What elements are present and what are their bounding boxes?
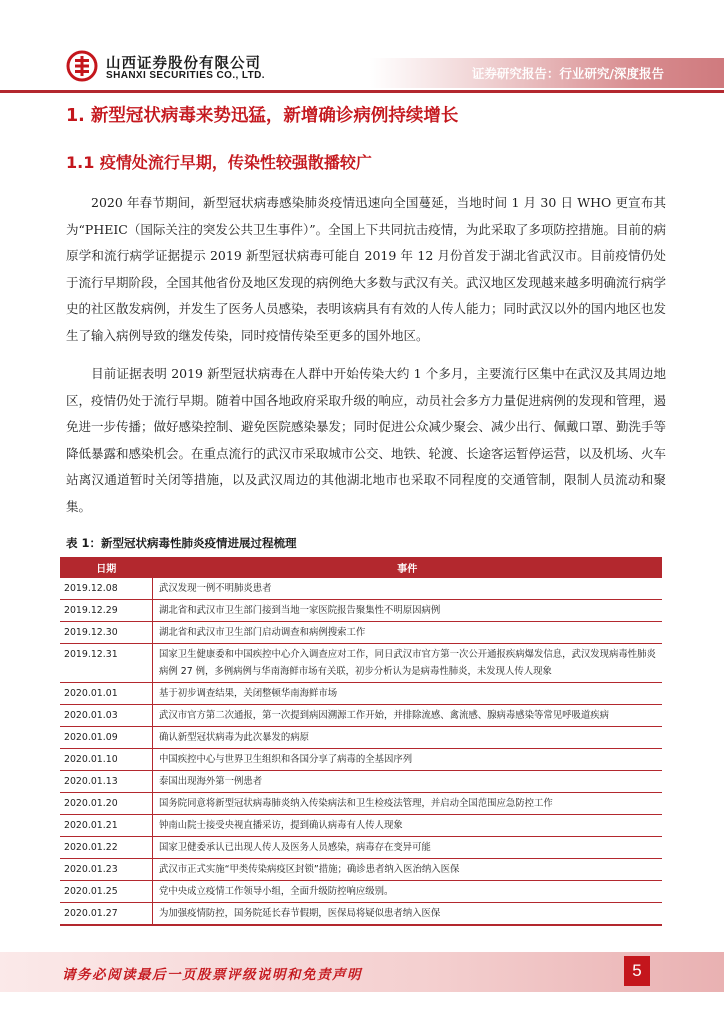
page-number: 5 [624,956,650,986]
row-event: 为加强疫情防控，国务院延长春节假期，医保局将疑似患者纳入医保 [153,903,663,926]
page-header [0,0,724,95]
table-row [60,793,662,815]
row-date: 2020.01.27 [60,903,153,926]
row-event: 泰国出现海外第一例患者 [153,771,663,793]
body-paragraph-2: 目前证据表明 2019 新型冠状病毒在人群中开始传染大约 1 个多月，主要流行区集中在武汉及其周边地区，疫情仍处于流行早期。随着中国各地政府采取升级的响应，动员社会多方力量促进病例的发现和管理，遏免进一步传播；做好感染控制、避免医院感染暴发；同时促进公众减少聚会、减少出行、佩戴口罩、勤洗手等降低暴露和感染机会。在重点流行的武汉市采取城市公交、地铁、轮渡、长途客运暂停运营，以及机场、火车站离汉通道暂时关闭等措施，以及武汉周边的其他湖北地市也采取不同程度的交通管制，限制人员流动和聚集。 [66,366,667,514]
row-event: 国家卫生健康委和中国疾控中心介入调查应对工作，同日武汉市官方第一次公开通报疾病爆发信息，武汉发现病毒性肺炎病例 27 例，多例病例与华南海鲜市场有关联，初步分析认为是病毒性肺炎，未发现人传人现象 [153,644,663,683]
section-heading: 1. 新型冠状病毒来势迅猛，新增确诊病例持续增长 [66,106,459,126]
row-date: 2019.12.29 [60,600,153,622]
row-date: 2020.01.20 [60,793,153,815]
row-event: 武汉市官方第二次通报，第一次提到病因溯源工作开始，并排除流感、禽流感、腺病毒感染等常见呼吸道疾病 [153,705,663,727]
date-column-header: 日期 [60,557,153,578]
row-date: 2020.01.03 [60,705,153,727]
row-date: 2020.01.13 [60,771,153,793]
row-date: 2019.12.08 [60,578,153,600]
table-row [60,903,662,926]
row-date: 2019.12.30 [60,622,153,644]
table-row [60,881,662,903]
table-row [60,622,662,644]
footer-disclaimer: 请务必阅读最后一页股票评级说明和免责声明 [62,967,362,983]
row-event: 国务院同意将新型冠状病毒肺炎纳入传染病法和卫生检疫法管理，并启动全国范围应急防控工作 [153,793,663,815]
table-title: 表 1：新型冠状病毒性肺炎疫情进展过程梳理 [66,536,297,550]
body-paragraph-1: 2020 年春节期间，新型冠状病毒感染肺炎疫情迅速向全国蔓延，当地时间 1 月 30 日 WHO 更宣布其为“PHEIC（国际关注的突发公共卫生事件）”。全国上下共同抗击疫情，为此采取了多项防控措施。目前的病原学和流行病学证据提示 2019 新型冠状病毒可能自 2019 年 12 月份首发于湖北省武汉市。目前疫情仍处于流行早期阶段，全国其他省份及地区发现的病例绝大多数与武汉有关。武汉地区发现越来越多明确流行病学史的社区散发病例，并发生了医务人员感染，表明该病具有有效的人传人能力；同时武汉以外的国内地区也发生了输入病例导致的继发传染，同时疫情传染至更多的国外地区。 [66,195,667,343]
company-logo-icon [66,50,98,82]
row-event: 国家卫健委承认已出现人传人及医务人员感染，病毒存在变异可能 [153,837,663,859]
row-event: 湖北省和武汉市卫生部门接到当地一家医院报告聚集性不明原因病例 [153,600,663,622]
row-date: 2020.01.23 [60,859,153,881]
table-row [60,771,662,793]
row-event: 中国疾控中心与世界卫生组织和各国分享了病毒的全基因序列 [153,749,663,771]
table-row [60,727,662,749]
table-row [60,644,662,683]
row-event: 确认新型冠状病毒为此次暴发的病原 [153,727,663,749]
row-date: 2020.01.22 [60,837,153,859]
row-date: 2020.01.10 [60,749,153,771]
table-row [60,837,662,859]
table-row [60,600,662,622]
row-event: 钟南山院士接受央视直播采访，提到确认病毒有人传人现象 [153,815,663,837]
table-row [60,859,662,881]
header-divider [0,90,724,93]
row-date: 2019.12.31 [60,644,153,683]
row-date: 2020.01.21 [60,815,153,837]
row-date: 2020.01.01 [60,683,153,705]
subsection-heading: 1.1 疫情处流行早期，传染性较强散播较广 [66,153,372,172]
row-event: 党中央成立疫情工作领导小组，全面升级防控响应级别。 [153,881,663,903]
table-row [60,705,662,727]
company-name-en: SHANXI SECURITIES CO., LTD. [106,70,265,81]
table-header-row [60,557,662,578]
report-type: 证券研究报告：行业研究/深度报告 [471,66,664,81]
row-event: 武汉市正式实施“甲类传染病疫区封锁”措施；确诊患者纳入医治纳入医保 [153,859,663,881]
table-row [60,683,662,705]
row-event: 武汉发现一例不明肺炎患者 [153,578,663,600]
row-event: 基于初步调查结果，关闭整顿华南海鲜市场 [153,683,663,705]
table-row [60,578,662,600]
event-column-header: 事件 [153,557,663,578]
row-date: 2020.01.25 [60,881,153,903]
row-date: 2020.01.09 [60,727,153,749]
row-event: 湖北省和武汉市卫生部门启动调查和病例搜索工作 [153,622,663,644]
timeline-table [60,557,662,926]
table-row [60,815,662,837]
table-row [60,749,662,771]
company-name-cn: 山西证券股份有限公司 [106,56,261,72]
